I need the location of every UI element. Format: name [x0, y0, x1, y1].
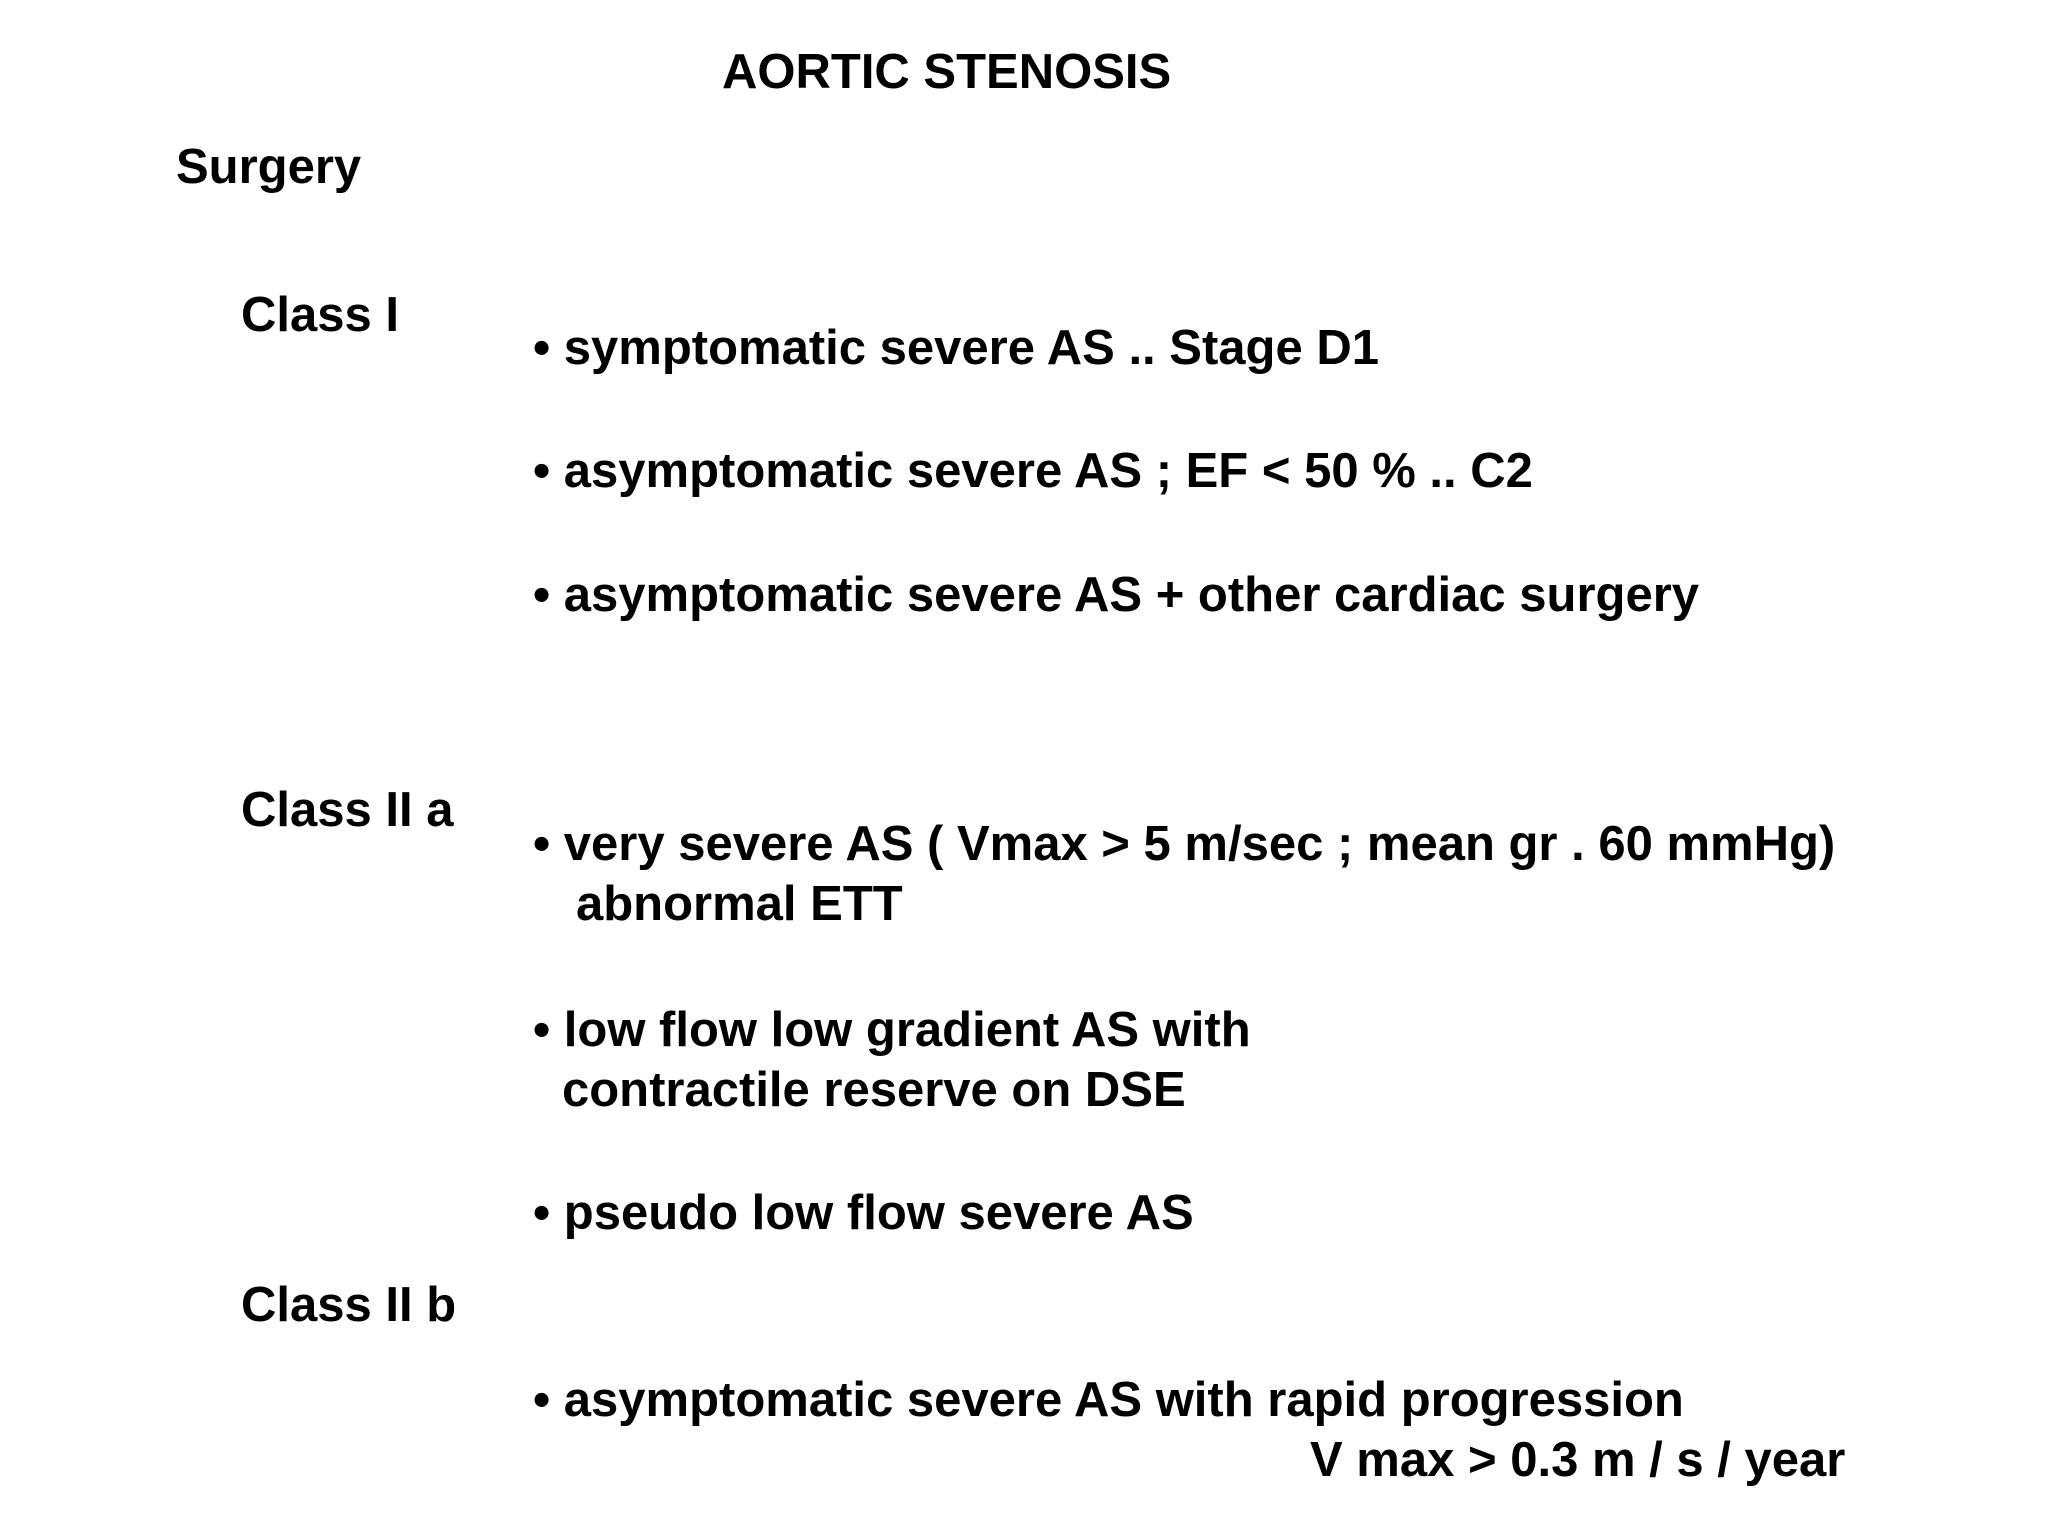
- class-2a-item-3: • pseudo low flow severe AS: [533, 1186, 1194, 1240]
- class-2b-item-1-line-1: • asymptomatic severe AS with rapid progression: [533, 1373, 1684, 1427]
- class-2a-label: Class II a: [241, 783, 454, 837]
- class-2a-item-2-line-1: • low flow low gradient AS with: [533, 1003, 1251, 1057]
- class-1-item-2: • asymptomatic severe AS ; EF < 50 % .. C2: [533, 444, 1533, 498]
- class-2b-label: Class II b: [241, 1278, 457, 1332]
- class-2a-item-1-line-2: abnormal ETT: [576, 877, 903, 931]
- class-2b-item-1-line-2: V max > 0.3 m / s / year: [1310, 1433, 1846, 1487]
- class-1-item-1: • symptomatic severe AS .. Stage D1: [533, 321, 1379, 375]
- section-heading: Surgery: [176, 140, 362, 194]
- class-1-item-3: • asymptomatic severe AS + other cardiac surgery: [533, 568, 1700, 622]
- class-1-label: Class I: [241, 288, 399, 342]
- class-2a-item-1-line-1: • very severe AS ( Vmax > 5 m/sec ; mean gr . 60 mmHg): [533, 817, 1836, 871]
- slide-title: AORTIC STENOSIS: [722, 45, 1172, 99]
- class-2a-item-2-line-2: contractile reserve on DSE: [562, 1063, 1186, 1117]
